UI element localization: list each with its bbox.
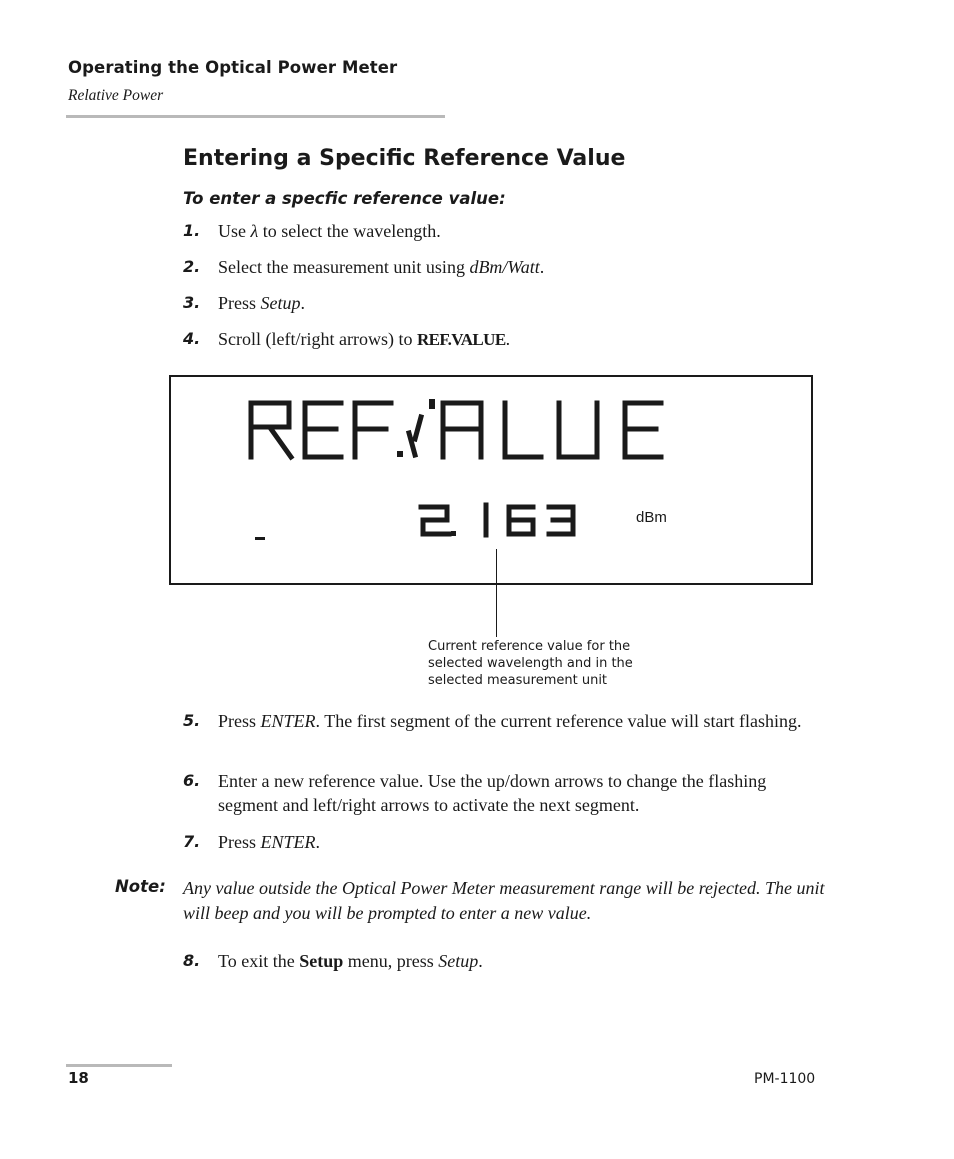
step-1	[183, 219, 823, 243]
lcd-display	[169, 375, 813, 585]
page-number: 18	[68, 1069, 89, 1087]
chapter-title: Operating the Optical Power Meter	[68, 58, 398, 77]
lambda-symbol: λ	[250, 221, 259, 241]
step-text: Press ENTER. The first segment of the current reference value will start flashing.	[218, 711, 802, 731]
callout-leader-line	[496, 549, 497, 637]
step-text: Use λ to select the wavelength.	[218, 221, 441, 241]
step-number: 7.	[183, 832, 201, 851]
step-2	[183, 255, 823, 279]
procedure-heading: To enter a specfic reference value:	[183, 189, 506, 208]
callout-text: Current reference value for the selected wavelength and in the selected measurement unit	[428, 639, 633, 688]
step-4	[183, 327, 823, 352]
header-divider	[66, 115, 445, 118]
step-number: 4.	[183, 329, 201, 348]
note-text: Any value outside the Optical Power Meter measurement range will be rejected. The unit will beep and you will be prompted to enter a new value.	[183, 878, 825, 923]
step-number: 6.	[183, 771, 201, 790]
note-label: Note:	[115, 877, 166, 896]
step-text: Press Setup.	[218, 293, 306, 313]
step-5	[183, 709, 823, 733]
step-number: 5.	[183, 711, 201, 730]
minus-indicator	[255, 537, 265, 540]
step-8	[183, 949, 823, 973]
step-text: Enter a new reference value. Use the up/down arrows to change the flashing segment and left/right arrows to activate the next segment.	[218, 771, 767, 815]
step-text: Press ENTER.	[218, 832, 321, 852]
step-7	[183, 830, 823, 854]
step-3	[183, 291, 823, 315]
step-text: Scroll (left/right arrows) to REF.VALUE.	[218, 329, 511, 349]
section-subtitle: Relative Power	[68, 87, 164, 104]
step-number: 2.	[183, 257, 201, 276]
step-text: To exit the Setup menu, press Setup.	[218, 951, 483, 971]
step-number: 3.	[183, 293, 201, 312]
step-text: Select the measurement unit using dBm/Watt.	[218, 257, 545, 277]
unit-label: dBm	[636, 509, 667, 526]
section-heading: Entering a Specific Reference Value	[183, 146, 626, 171]
step-number: 8.	[183, 951, 201, 970]
step-number: 1.	[183, 221, 201, 240]
lcd-segments	[171, 377, 811, 583]
step-6	[183, 769, 823, 817]
footer-divider	[66, 1064, 172, 1067]
document-id: PM-1100	[754, 1071, 816, 1087]
